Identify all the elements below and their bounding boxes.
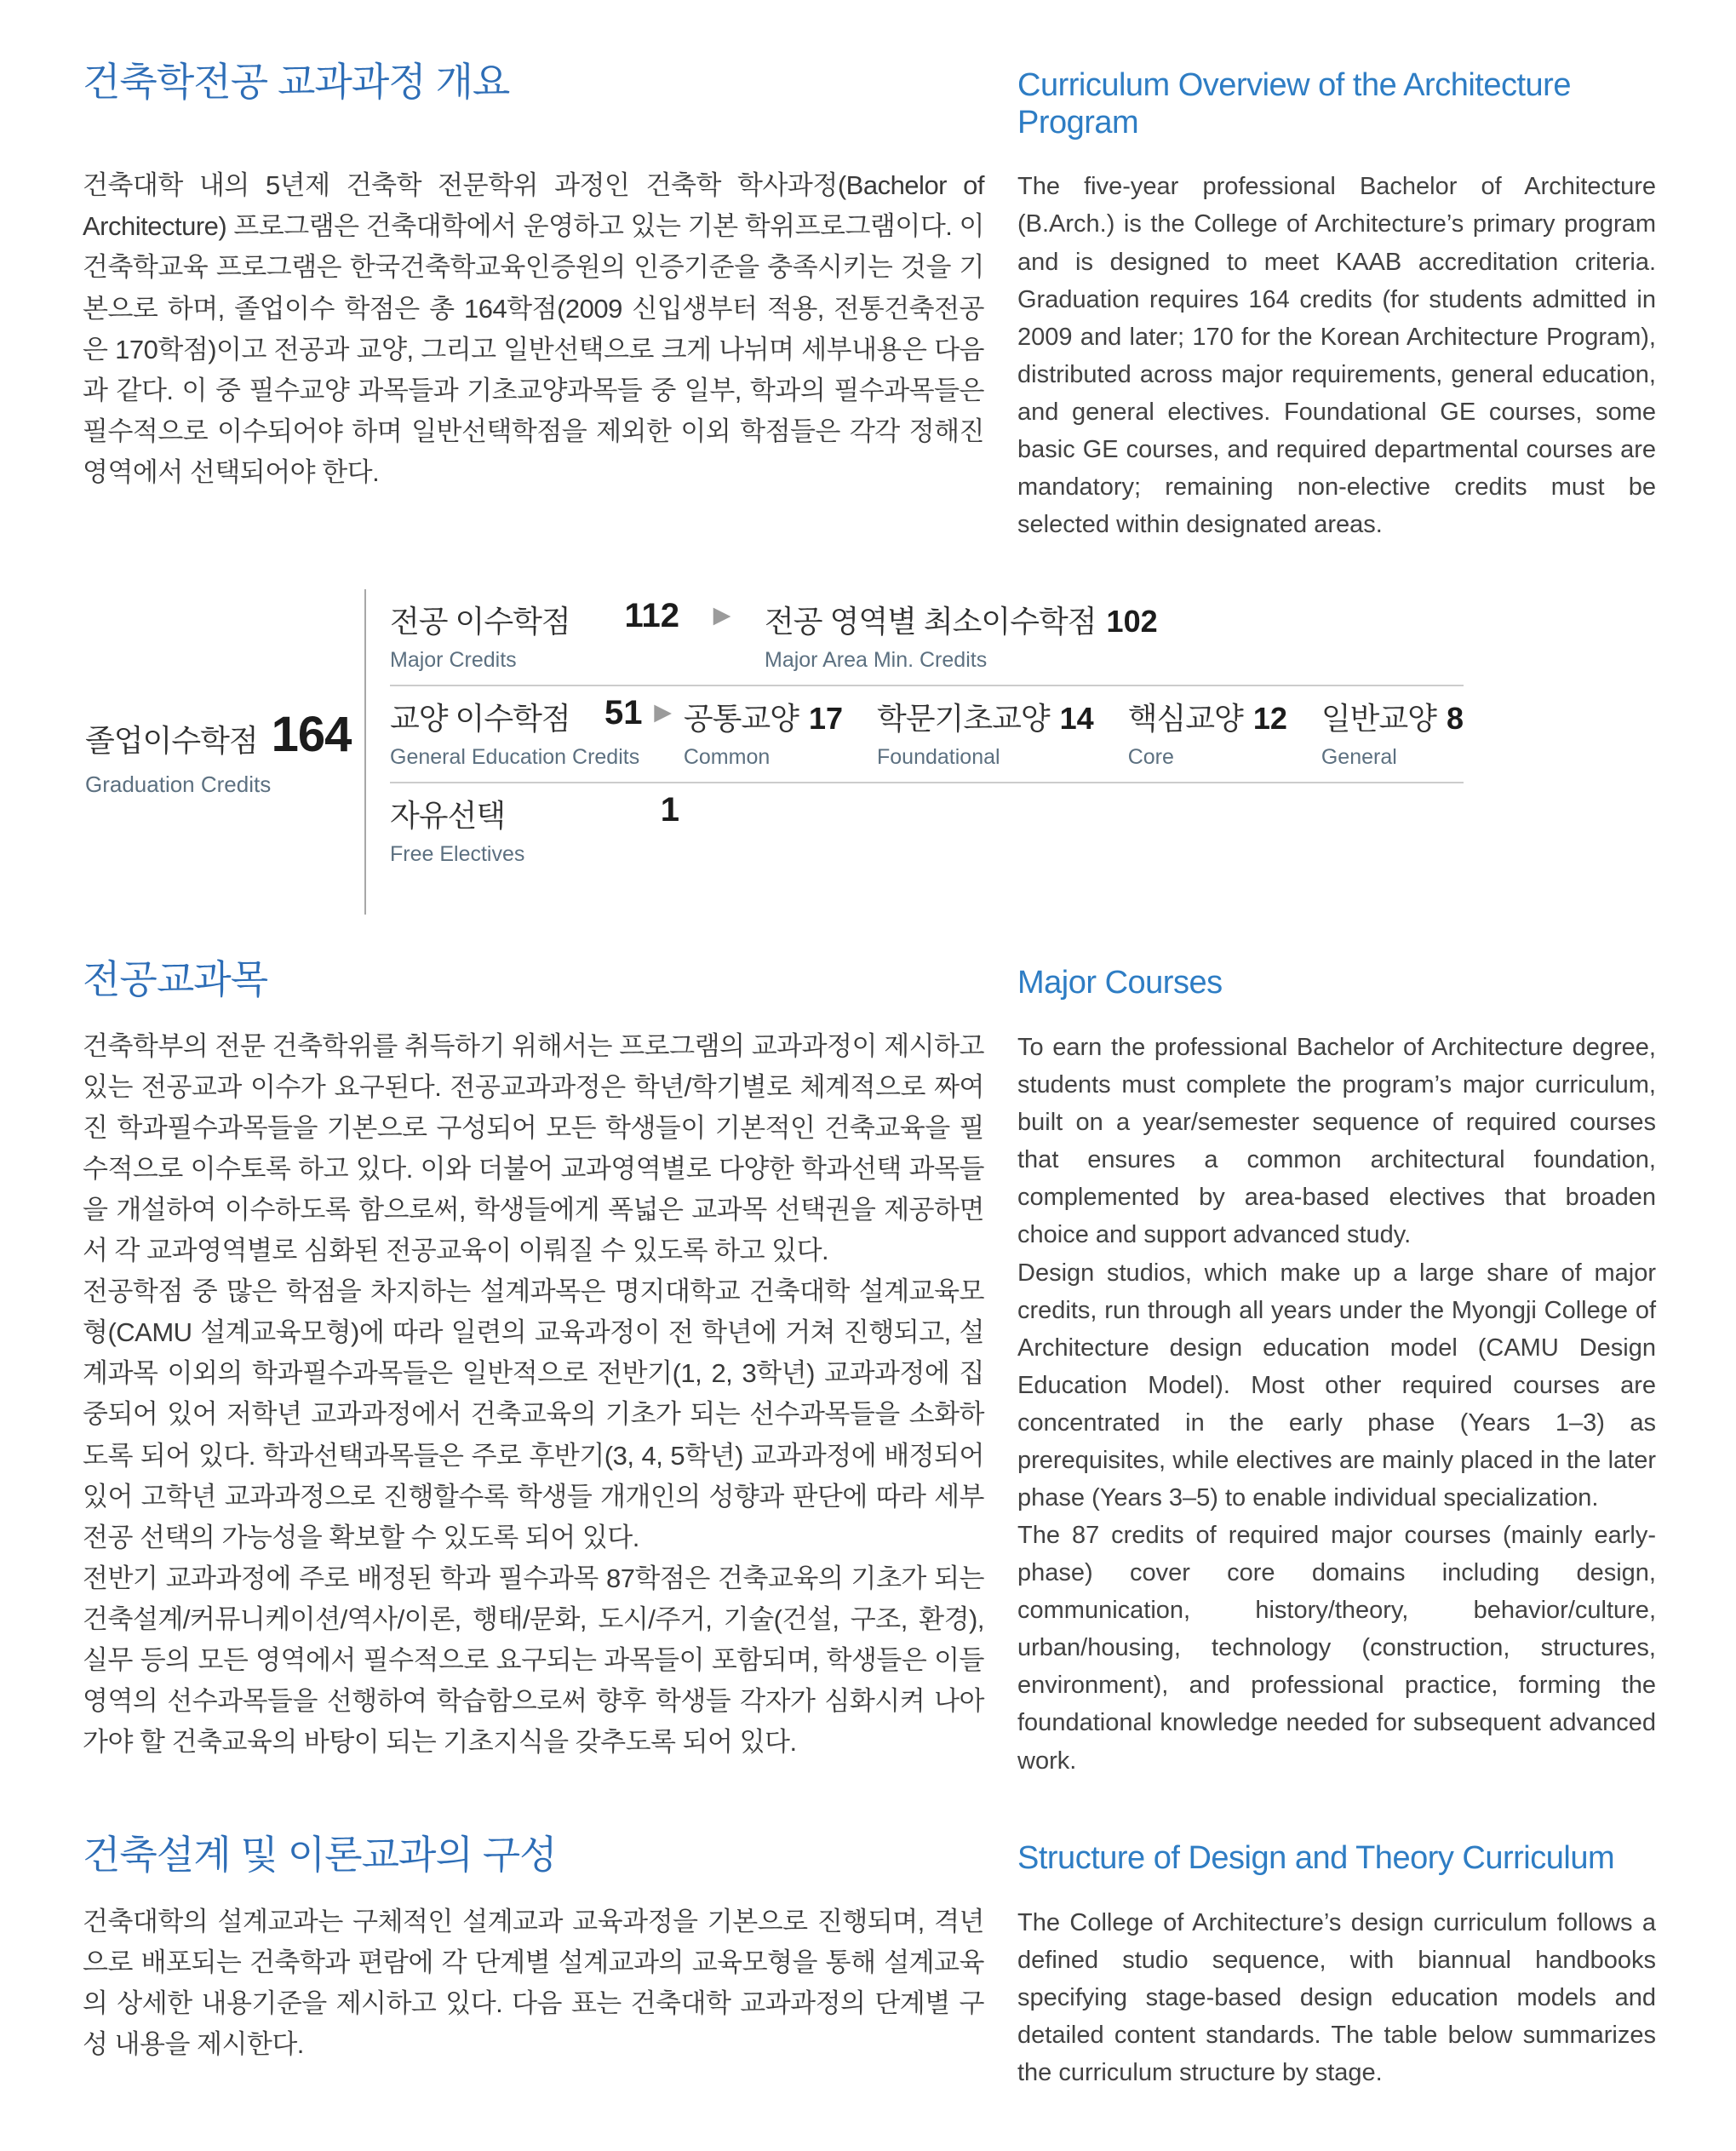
design-heading-ko: 건축설계 및 이론교과의 구성: [83, 1832, 557, 1877]
graduation-credits-value: 164: [271, 707, 352, 763]
detail-item: [1128, 695, 1287, 770]
overview-heading-en: Curriculum Overview of the Architecture Program: [1017, 67, 1571, 141]
paragraph: The 87 credits of required major courses (mainly early-phase) cover core domains including design, communication, history/theory, behavior/culture, urban/housing, technology (construction, structures, environment), and professional practice, forming the foundational knowledge needed for subsequent advanced work.: [1017, 1522, 1656, 1775]
paragraph: The five-year professional Bachelor of Architecture (B.Arch.) is the College of Architecture’s primary program and is designed to meet KAAB accreditation criteria. Graduation requires 164 credits (for students admitted in 2009 and later; 170 for the Korean Architecture Program), distributed across major requirements, general education, and general electives. Foundational GE courses, some basic GE courses, and required departmental courses are mandatory; remaining non-elective credits must be selected within designated areas.: [1017, 173, 1656, 539]
detail-item: [684, 695, 843, 770]
paragraph: The College of Architecture’s design curriculum follows a defined studio sequence, with biannual handbooks specifying stage-based design education models and detailed content standards. The table below summarizes the curriculum structure by stage.: [1017, 1908, 1656, 2086]
design-body-ko: [83, 1901, 984, 2065]
detail-label-ko: 핵심교양: [1127, 701, 1243, 737]
paragraph: 건축대학의 설계교과는 구체적인 설계교과 교육과정을 기본으로 진행되며, 격년으로 배포되는 건축학과 편람에 각 단계별 설계교과의 교육모형을 통해 설계교육의 상세한 내용기준을 제시하고 있다. 다음 표는 건축대학 교과과정의 단계별 구성 내용을 제시한다.: [83, 1906, 984, 2059]
design-body-row: [83, 1901, 1656, 2091]
major-heading-ko: 전공교과목: [83, 957, 268, 1002]
detail-label-ko: 전공 영역별 최소이수학점: [765, 604, 1097, 640]
detail-label-ko: 공통교양: [683, 701, 799, 737]
detail-label-ko: 학문기초교양: [877, 701, 1050, 737]
major-courses-section: [83, 957, 1656, 1779]
row-main: [390, 598, 604, 673]
paragraph: 건축학부의 전문 건축학위를 취득하기 위해서는 프로그램의 교과과정이 제시하고 있는 전공교과 이수가 요구된다. 전공교과과정은 학년/학기별로 체계적으로 짜여진 학과필수과목들을 기본으로 구성되어 모든 학생들이 기본적인 건축교육을 필수적으로 이수토록 하고 있다. 이와 더불어 교과영역별로 다양한 학과선택 과목들을 개설하여 이수하도록 함으로써, 학생들에게 폭넓은 교과목 선택권을 제공하면서 각 교과영역별로 심화된 전공교육이 이뤄질 수 있도록 하고 있다.: [83, 1031, 984, 1266]
major-body-en: [1017, 1029, 1656, 1780]
credits-row-free-electives: [390, 783, 1464, 879]
overview-heading-ko: 건축학전공 교과과정 개요: [83, 60, 510, 104]
paragraph: 건축대학 내의 5년제 건축학 전문학위 과정인 건축학 학사과정(Bachelor of Architecture) 프로그램은 건축대학에서 운영하고 있는 기본 학위프로그램이다. 이 건축학교육 프로그램은 한국건축학교육인증원의 인증기준을 충족시키는 것을 기본으로 하며, 졸업이수 학점은 총 164학점(2009 신입생부터 적용, 전통건축전공은 170학점)이고 전공과 교양, 그리고 일반선택으로 크게 나뉘며 세부내용은 다음과 같다. 이 중 필수교양 과목들과 기초교양과목들 중 일부, 학과의 필수과목들은 필수적으로 이수되어야 하며 일반선택학점을 제외한 이외 학점들은 각각 정해진 영역에서 선택되어야 한다.: [83, 170, 984, 487]
detail-label-en: Major Area Min. Credits: [765, 648, 988, 673]
row-label-ko: 전공 이수학점: [390, 604, 570, 640]
paragraph: To earn the professional Bachelor of Architecture degree, students must complete the program’s major curriculum, built on a year/semester sequence of required courses that ensures a common architectural foundation, complemented by area-based electives that broaden choice and support advanced study.: [1017, 1034, 1656, 1249]
overview-heading-row: [83, 60, 1656, 141]
detail-item: [877, 695, 1094, 770]
detail-label-en: Core: [1127, 745, 1174, 770]
arrow-right-icon: ▶: [713, 602, 731, 628]
detail-item: [1321, 695, 1464, 770]
major-body-row: [83, 1026, 1656, 1780]
detail-label-ko: 일반교양: [1321, 701, 1436, 737]
detail-label-en: Common: [683, 745, 771, 770]
arrow-right-icon: ▶: [654, 699, 673, 726]
overview-body-en: [1017, 168, 1656, 543]
row-label-en: General Education Credits: [390, 745, 640, 770]
detail-value: 17: [808, 701, 843, 737]
row-details: [765, 598, 1464, 673]
detail-label-en: General: [1321, 745, 1397, 770]
major-body-ko: [83, 1026, 984, 1763]
row-value: 112: [624, 597, 679, 635]
paragraph: 전반기 교과과정에 주로 배정된 학과 필수과목 87학점은 건축교육의 기초가 되는 건축설계/커뮤니케이션/역사/이론, 행태/문화, 도시/주거, 기술(건설, 구조, 환경), 실무 등의 모든 영역에서 필수적으로 요구되는 과목들이 포함되며, 학생들은 이들 영역의 선수과목들을 선행하여 학습함으로써 향후 학생들 각자가 심화시켜 나아가야 할 건축교육의 바탕이 되는 기초지식을 갖추도록 되어 있다.: [83, 1563, 984, 1757]
diagram-vertical-divider: [364, 589, 366, 915]
design-heading-row: [83, 1833, 1656, 1878]
design-body-en: [1017, 1904, 1656, 2091]
major-heading-row: [83, 957, 1656, 1002]
paragraph: 전공학점 중 많은 학점을 차지하는 설계과목은 명지대학교 건축대학 설계교육모형(CAMU 설계교육모형)에 따라 일련의 교육과정이 전 학년에 거쳐 진행되고, 설계과목 이외의 학과필수과목들은 일반적으로 전반기(1, 2, 3학년) 교과과정에 집중되어 있어 저학년 교과과정에서 건축교육의 기초가 되는 선수과목들을 소화하도록 되어 있다. 학과선택과목들은 주로 후반기(3, 4, 5학년) 교과과정에 배정되어 있어 고학년 교과과정으로 진행할수록 학생들 개개인의 성향과 판단에 따라 세부전공 선택의 가능성을 확보할 수 있도록 되어 있다.: [83, 1276, 984, 1552]
graduation-credits-block: [85, 589, 364, 915]
graduation-credits-line: [85, 706, 364, 763]
row-value: 1: [660, 791, 679, 829]
paragraph: Design studios, which make up a large share of major credits, run through all years under the Myongji College of Architecture design education model (CAMU Design Education Model). Most other required courses are concentrated in the early phase (Years 1–3) as prerequisites, while electives are mainly placed in the later phase (Years 3–5) to enable individual specialization.: [1017, 1259, 1656, 1511]
credits-row-major: [390, 589, 1464, 686]
graduation-credits-label-en: Graduation Credits: [85, 771, 272, 798]
row-label-en: Major Credits: [390, 648, 517, 673]
row-value: 51: [604, 694, 643, 732]
row-details: [684, 695, 1464, 770]
overview-body-row: [83, 165, 1656, 543]
row-label-en: Free Electives: [390, 842, 525, 867]
row-label-ko: 자유선택: [390, 798, 506, 834]
row-main: [390, 792, 604, 867]
detail-value: 102: [1106, 604, 1158, 640]
graduation-credits-diagram: [85, 589, 1656, 915]
detail-label-en: Foundational: [877, 745, 1000, 770]
design-heading-en: Structure of Design and Theory Curriculum: [1017, 1839, 1615, 1876]
credits-row-general-education: [390, 686, 1464, 783]
graduation-credits-label-ko: 졸업이수학점: [85, 723, 258, 759]
row-label-ko: 교양 이수학점: [390, 701, 570, 737]
design-structure-section: [83, 1833, 1656, 2091]
major-heading-en: Major Courses: [1017, 965, 1223, 1001]
detail-value: 12: [1252, 701, 1287, 737]
detail-value: 8: [1446, 701, 1464, 737]
detail-value: 14: [1059, 701, 1094, 737]
credits-table: [390, 589, 1464, 915]
detail-item: [765, 598, 1158, 673]
overview-body-ko: [83, 165, 984, 492]
